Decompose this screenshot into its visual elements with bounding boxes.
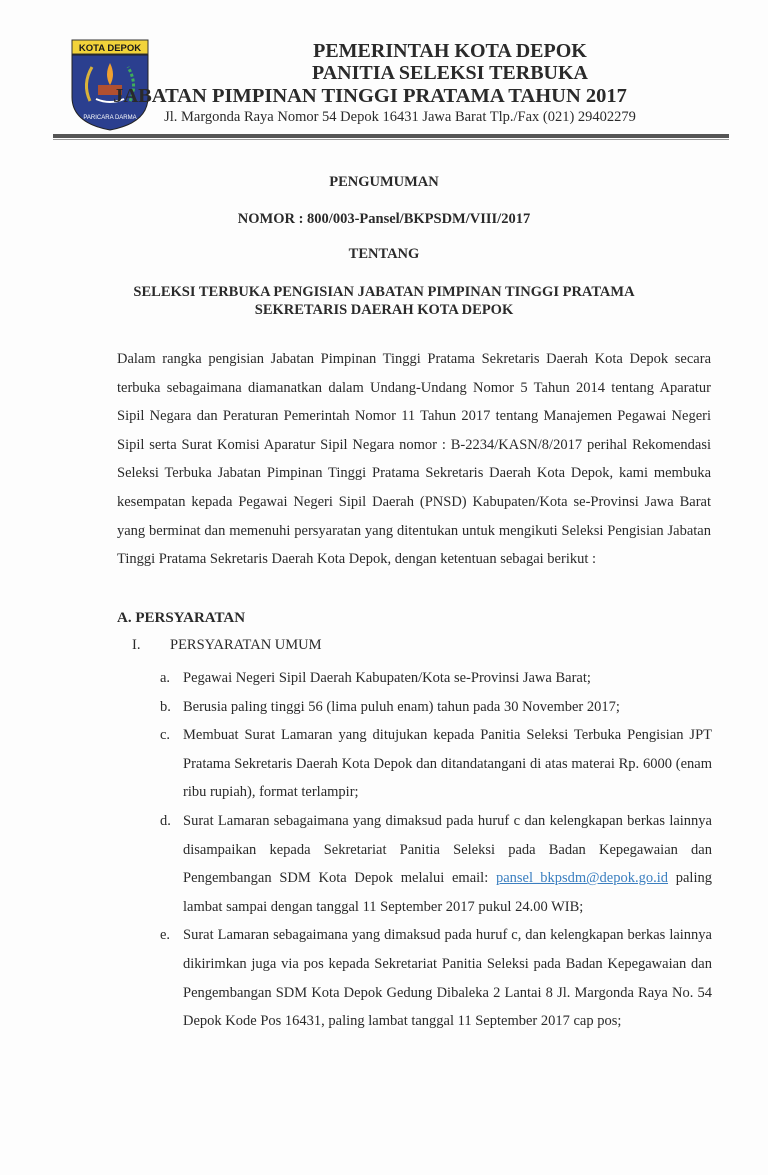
list-text-before: Surat Lamaran sebagaimana yang dimaksud pada huruf c dan kelengkapan berkas lainnya disampaikan kepada Sekretariat Panitia Seleksi pada Badan Kepegawaian dan Pengembangan SDM Kota Depok melalui email: (183, 812, 712, 887)
subsection-title: PERSYARATAN UMUM (170, 637, 322, 653)
list-item (160, 921, 712, 1035)
announcement-title: PENGUMUMAN (329, 174, 439, 190)
subject-line-1: SELEKSI TERBUKA PENGISIAN JABATAN PIMPINAN TINGGI PRATAMA (133, 284, 635, 300)
list-marker: d. (160, 812, 171, 829)
letterhead-government: PEMERINTAH KOTA DEPOK (313, 40, 587, 62)
logo-motto: PARICARA DARMA (83, 115, 137, 121)
logo-label: KOTA DEPOK (78, 43, 142, 54)
list-marker: b. (160, 698, 171, 715)
letterhead (113, 40, 730, 126)
list-item (160, 664, 712, 693)
subsection-general-requirements (132, 637, 322, 654)
section-a-title: A. PERSYARATAN (117, 610, 246, 626)
list-text: Pegawai Negeri Sipil Daerah Kabupaten/Kota se-Provinsi Jawa Barat; (183, 670, 591, 686)
list-text: Surat Lamaran sebagaimana yang dimaksud pada huruf c, dan kelengkapan berkas lainnya dikirimkan juga via pos kepada Sekretariat Panitia Seleksi pada Badan Kepegawaian dan Pengembangan SDM Kota Depok Gedung Dibaleka 2 Lantai 8 Jl. Margonda Raya No. 54 Depok Kode Pos 16431, paling lambat tanggal 11 September 2017 cap pos; (183, 927, 712, 1030)
list-item (160, 807, 712, 921)
list-text: Membuat Surat Lamaran yang ditujukan kepada Panitia Seleksi Terbuka Pengisian JPT Pratama Sekretaris Daerah Kota Depok dan ditandatangani di atas materai Rp. 6000 (enam ribu rupiah), format terlampir; (183, 727, 712, 801)
list-marker: e. (160, 927, 171, 944)
list-item (160, 693, 712, 722)
list-text: Berusia paling tinggi 56 (lima puluh enam) tahun pada 30 November 2017; (183, 698, 620, 715)
letterhead-divider-thin (53, 139, 729, 140)
subject-line-2: SEKRETARIS DAERAH KOTA DEPOK (254, 302, 514, 318)
list-marker: a. (160, 670, 171, 686)
letterhead-address: Jl. Margonda Raya Nomor 54 Depok 16431 Jawa Barat Tlp./Fax (021) 29402279 (164, 109, 636, 125)
announcement-subject (0, 283, 768, 319)
list-item (160, 721, 712, 807)
subsection-number: I. (132, 637, 141, 653)
letterhead-position: JABATAN PIMPINAN TINGGI PRATAMA TAHUN 2017 (113, 85, 627, 107)
email-link[interactable]: pansel_bkpsdm@depok.go.id (495, 870, 669, 887)
list-text-after: paling lambat sampai dengan tanggal 11 September 2017 pukul 24.00 WIB; (183, 870, 712, 915)
announcement-number: NOMOR : 800/003-Pansel/BKPSDM/VIII/2017 (237, 211, 531, 227)
requirements-list (160, 664, 712, 1036)
announcement-about: TENTANG (348, 246, 420, 262)
letterhead-divider (53, 134, 729, 138)
list-text (183, 807, 712, 921)
letterhead-committee: PANITIA SELEKSI TERBUKA (311, 62, 588, 84)
list-marker: c. (160, 727, 171, 744)
intro-paragraph: Dalam rangka pengisian Jabatan Pimpinan Tinggi Pratama Sekretaris Daerah Kota Depok secara terbuka sebagaimana diamanatkan dalam Undang-Undang Nomor 5 Tahun 2014 tentang Aparatur Sipil Negara dan Peraturan Pemerintah Nomor 11 Tahun 2017 tentang Manajemen Pegawai Negeri Sipil serta Surat Komisi Aparatur Sipil Negara nomor : B-2234/KASN/8/2017 perihal Rekomendasi Seleksi Terbuka Jabatan Pimpinan Tinggi Pratama Sekretaris Daerah Kota Depok, kami membuka kesempatan kepada Pegawai Negeri Sipil Daerah (PNSD) Kabupaten/Kota se-Provinsi Jawa Barat yang berminat dan memenuhi persyaratan yang ditentukan untuk mengikuti Seleksi Pengisian Jabatan Tinggi Pratama Sekretaris Daerah Kota Depok, dengan ketentuan sebagai berikut : (117, 351, 711, 568)
